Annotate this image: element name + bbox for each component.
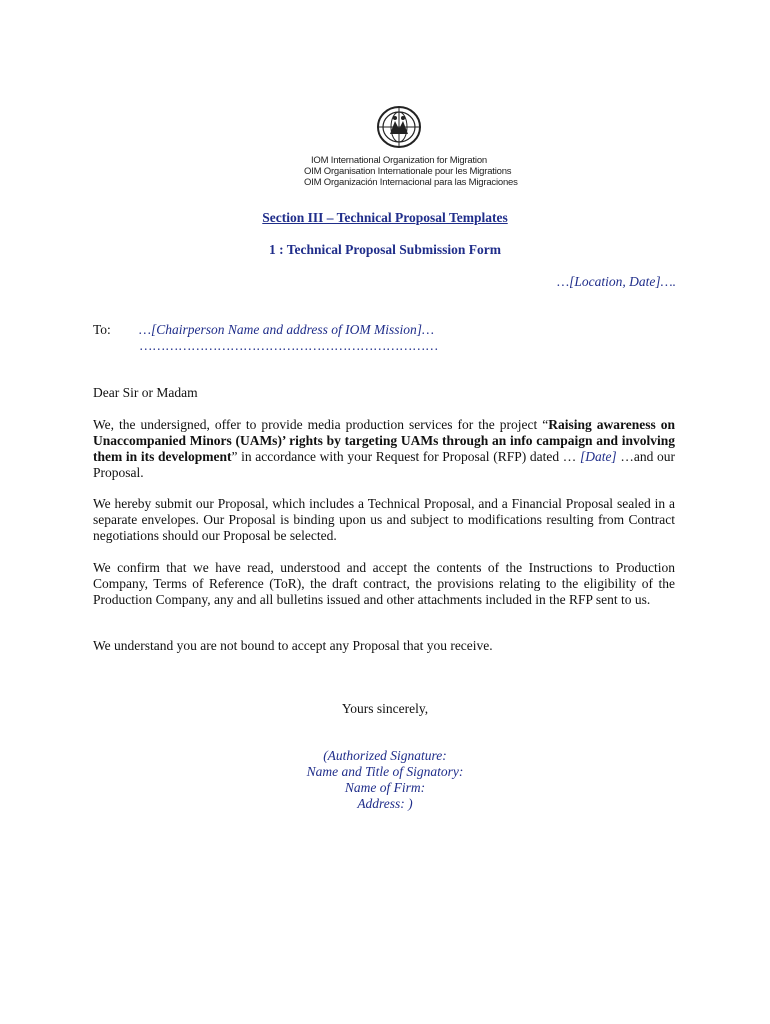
location-date-placeholder: …[Location, Date]…. bbox=[557, 274, 676, 289]
signature-line-signatory: Name and Title of Signatory: bbox=[306, 764, 464, 779]
signature-line-address: Address: ) bbox=[357, 796, 413, 811]
salutation: Dear Sir or Madam bbox=[93, 385, 198, 400]
recipient-dotted-line: …………………………………………………………… bbox=[139, 338, 438, 353]
paragraph-understanding: We understand you are not bound to accept any Proposal that you receive. bbox=[93, 638, 493, 653]
offer-intro-text: We, the undersigned, offer to provide media production services for the project “ bbox=[93, 417, 549, 432]
signature-line-firm: Name of Firm: bbox=[344, 780, 426, 795]
logo-text-es: OIM Organización Internacional para las Migraciones bbox=[304, 177, 518, 188]
closing-text: Yours sincerely, bbox=[341, 701, 429, 716]
iom-logo bbox=[304, 104, 518, 194]
iom-globe-emblem-icon bbox=[373, 104, 425, 150]
offer-rfp-text: ” in accordance with your Request for Proposal (RFP) dated … bbox=[231, 449, 580, 464]
date-placeholder: [Date] bbox=[579, 449, 617, 464]
recipient-label: To: bbox=[93, 322, 111, 337]
paragraph-submission: We hereby submit our Proposal, which includes a Technical Proposal, and a Financial Proposal sealed in a separate envelopes. Our Proposal is binding upon us and subject to modifications resulting from Contract negotiations should our Proposal be selected. bbox=[93, 496, 675, 543]
paragraph-offer bbox=[93, 417, 675, 481]
project-title: Raising awareness on Unaccompanied Minors (UAMs)’ rights by targeting UAMs through an info campaign and involving them in its development bbox=[93, 417, 675, 464]
form-title: 1 : Technical Proposal Submission Form bbox=[269, 242, 501, 257]
section-heading: Section III – Technical Proposal Templates bbox=[262, 210, 508, 225]
signature-block bbox=[0, 748, 770, 812]
signature-line-authorized: (Authorized Signature: bbox=[323, 748, 447, 763]
offer-ending-text: …and our Proposal. bbox=[93, 449, 675, 480]
logo-text-fr: OIM Organisation Internationale pour les Migrations bbox=[304, 166, 512, 177]
recipient-address-placeholder: …[Chairperson Name and address of IOM Mission]… bbox=[139, 322, 435, 337]
paragraph-confirmation: We confirm that we have read, understood and accept the contents of the Instructions to Production Company, Terms of Reference (ToR), the draft contract, the provisions relating to the eligibility of the Production Company, any and all bulletins issued and other attachments included in the RFP sent to us. bbox=[93, 560, 675, 607]
logo-text-en: IOM International Organization for Migration bbox=[310, 155, 487, 166]
